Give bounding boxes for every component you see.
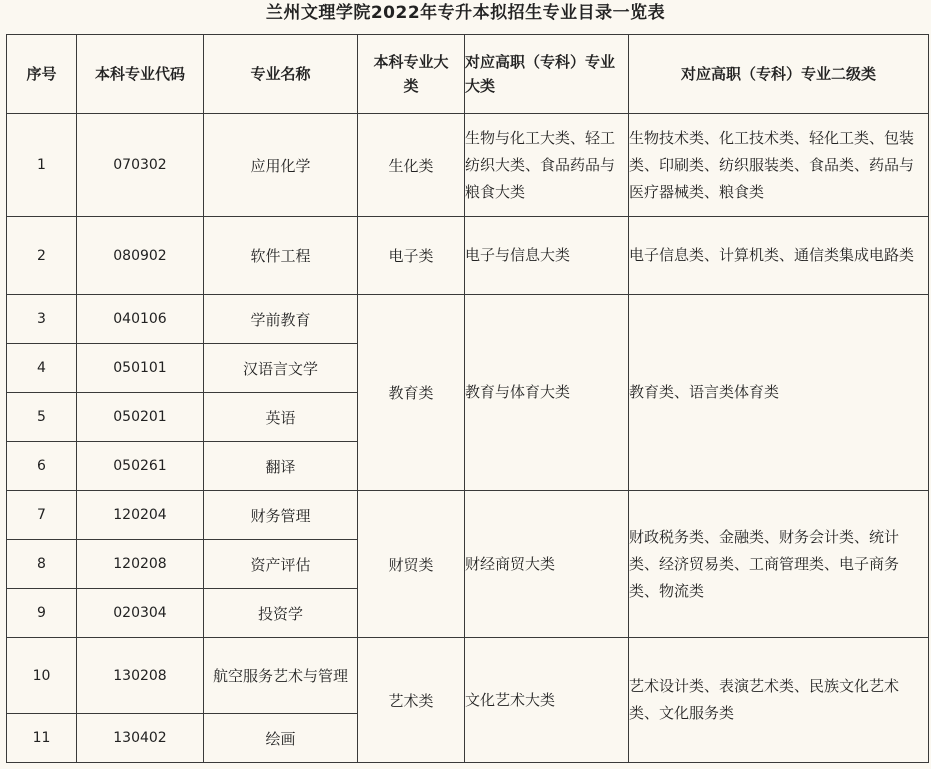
cell-vocational-category: 文化艺术大类	[465, 638, 629, 763]
table-row	[7, 491, 929, 540]
header-category: 本科专业大类	[358, 35, 465, 114]
cell-vocational-subcategory: 教育类、语言类体育类	[629, 295, 929, 491]
cell-code: 020304	[77, 589, 204, 638]
header-vocational-subcategory: 对应高职（专科）专业二级类	[629, 35, 929, 114]
cell-seq: 1	[7, 114, 77, 217]
cell-code: 130208	[77, 638, 204, 714]
cell-category: 电子类	[358, 217, 465, 295]
cell-name: 财务管理	[204, 491, 358, 540]
cell-seq: 6	[7, 442, 77, 491]
cell-name: 翻译	[204, 442, 358, 491]
cell-code: 130402	[77, 714, 204, 763]
cell-name: 航空服务艺术与管理	[204, 638, 358, 714]
table-row	[7, 295, 929, 344]
cell-seq: 4	[7, 344, 77, 393]
cell-vocational-category: 财经商贸大类	[465, 491, 629, 638]
table-row	[7, 638, 929, 714]
cell-vocational-category: 电子与信息大类	[465, 217, 629, 295]
table-row	[7, 217, 929, 295]
cell-code: 050261	[77, 442, 204, 491]
cell-name: 应用化学	[204, 114, 358, 217]
cell-name: 投资学	[204, 589, 358, 638]
cell-code: 040106	[77, 295, 204, 344]
cell-code: 050201	[77, 393, 204, 442]
cell-seq: 8	[7, 540, 77, 589]
cell-code: 120208	[77, 540, 204, 589]
cell-seq: 5	[7, 393, 77, 442]
header-code: 本科专业代码	[77, 35, 204, 114]
header-seq: 序号	[7, 35, 77, 114]
cell-name: 汉语言文学	[204, 344, 358, 393]
cell-vocational-subcategory: 电子信息类、计算机类、通信类集成电路类	[629, 217, 929, 295]
cell-seq: 11	[7, 714, 77, 763]
table-row	[7, 114, 929, 217]
header-name: 专业名称	[204, 35, 358, 114]
cell-category: 教育类	[358, 295, 465, 491]
cell-seq: 2	[7, 217, 77, 295]
cell-vocational-category: 教育与体育大类	[465, 295, 629, 491]
cell-name: 英语	[204, 393, 358, 442]
cell-vocational-subcategory: 艺术设计类、表演艺术类、民族文化艺术类、文化服务类	[629, 638, 929, 763]
page-title: 兰州文理学院2022年专升本拟招生专业目录一览表	[265, 3, 666, 23]
cell-category: 财贸类	[358, 491, 465, 638]
cell-seq: 9	[7, 589, 77, 638]
cell-name: 绘画	[204, 714, 358, 763]
cell-category: 生化类	[358, 114, 465, 217]
major-table	[6, 34, 929, 763]
cell-name: 学前教育	[204, 295, 358, 344]
cell-category: 艺术类	[358, 638, 465, 763]
cell-seq: 10	[7, 638, 77, 714]
cell-code: 080902	[77, 217, 204, 295]
cell-code: 120204	[77, 491, 204, 540]
cell-vocational-category: 生物与化工大类、轻工纺织大类、食品药品与粮食大类	[465, 114, 629, 217]
cell-seq: 7	[7, 491, 77, 540]
cell-vocational-subcategory: 生物技术类、化工技术类、轻化工类、包装类、印刷类、纺织服装类、食品类、药品与医疗器械类、粮食类	[629, 114, 929, 217]
table-header-row	[7, 35, 929, 114]
header-vocational-category: 对应高职（专科）专业大类	[465, 35, 629, 114]
cell-name: 软件工程	[204, 217, 358, 295]
cell-code: 070302	[77, 114, 204, 217]
cell-code: 050101	[77, 344, 204, 393]
cell-name: 资产评估	[204, 540, 358, 589]
cell-seq: 3	[7, 295, 77, 344]
cell-vocational-subcategory: 财政税务类、金融类、财务会计类、统计类、经济贸易类、工商管理类、电子商务类、物流类	[629, 491, 929, 638]
